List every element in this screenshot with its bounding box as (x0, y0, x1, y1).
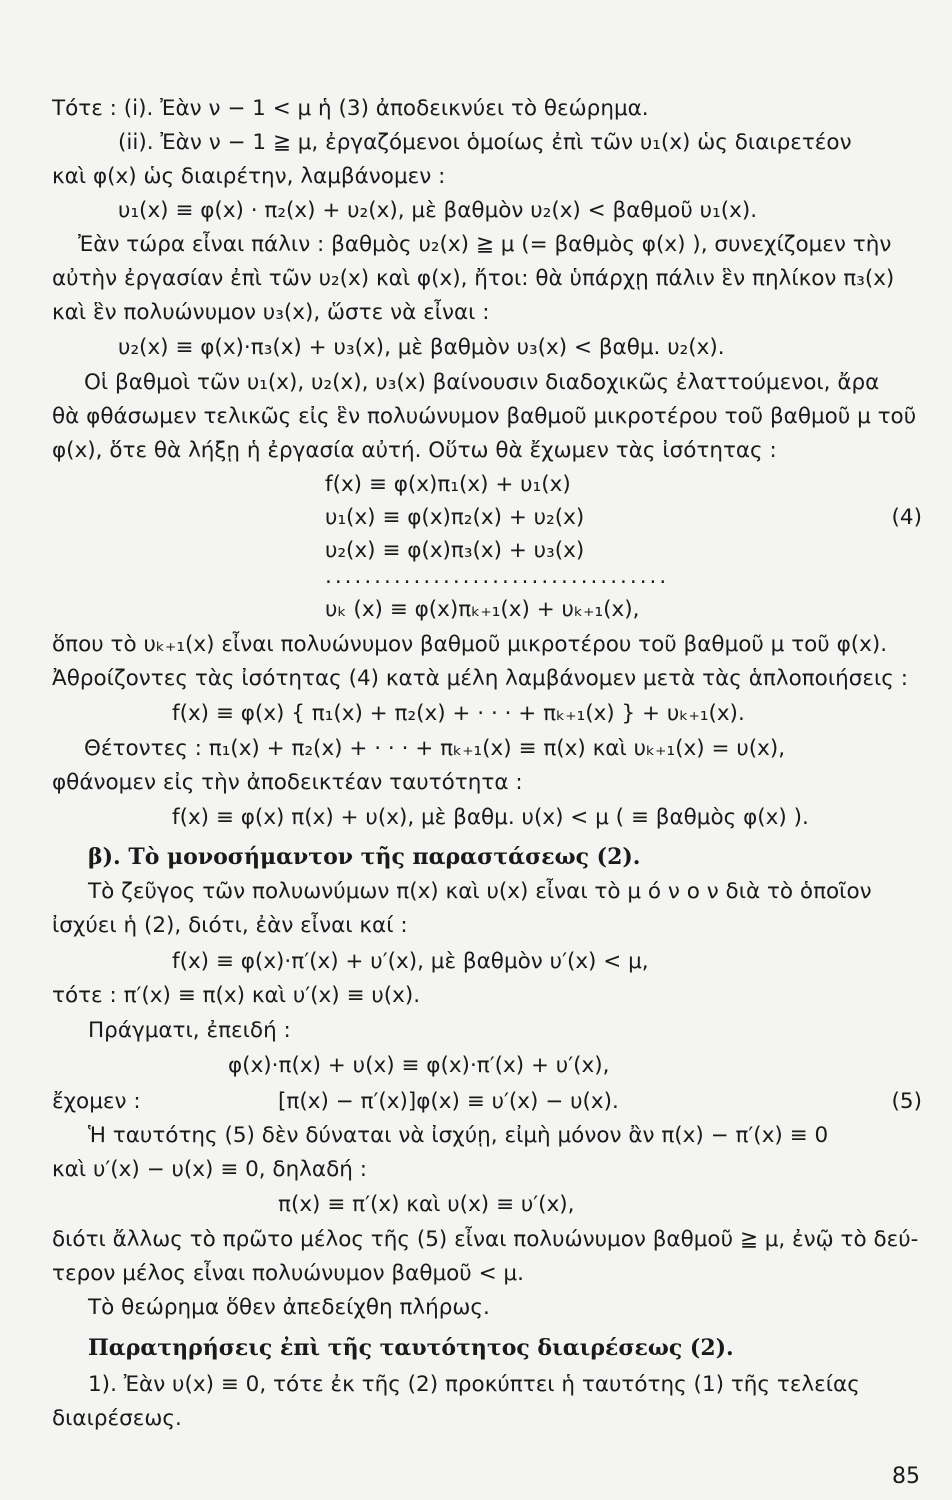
section-heading: β). Τὸ μονοσήμαντον τῆς παραστάσεως (2). (88, 844, 641, 870)
text-line: διότι ἄλλως τὸ πρῶτο μέλος τῆς (5) εἶναι πολυώνυμον βαθμοῦ ≧ μ, ἐνῷ τὸ δεύ- (52, 1227, 919, 1252)
text-line: Οἱ βαθμοὶ τῶν υ₁(x), υ₂(x), υ₃(x) βαίνουσιν διαδοχικῶς ἐλαττούμενοι, ἄρα (84, 370, 880, 395)
equation: υ₁(x) ≡ φ(x)π₂(x) + υ₂(x) (325, 505, 585, 530)
text-line: διαιρέσεως. (52, 1406, 182, 1431)
text-line: καὶ φ(x) ὡς διαιρέτην, λαμβάνομεν : (52, 164, 446, 189)
equation: [π(x) − π′(x)]φ(x) ≡ υ′(x) − υ(x). (278, 1089, 619, 1114)
equation: υ₂(x) ≡ φ(x)π₃(x) + υ₃(x) (325, 538, 585, 563)
text-line: 1). Ἐὰν υ(x) ≡ 0, τότε ἐκ τῆς (2) προκύπτει ἡ ταυτότης (1) τῆς τελείας (88, 1372, 860, 1397)
text-line: Ἀθροίζοντες τὰς ἰσότητας (4) κατὰ μέλη λαμβάνομεν μετὰ τὰς ἁπλοποιήσεις : (52, 666, 908, 691)
equation: φ(x)·π(x) + υ(x) ≡ φ(x)·π′(x) + υ′(x), (228, 1053, 610, 1078)
ellipsis-row: ................................... (325, 564, 670, 589)
text-line: φθάνομεν εἰς τὴν ἀποδεικτέαν ταυτότητα : (52, 770, 523, 795)
text-line: θὰ φθάσωμεν τελικῶς εἰς ἓν πολυώνυμον βαθμοῦ μικροτέρου τοῦ βαθμοῦ μ τοῦ (52, 404, 917, 429)
text-line: Τὸ ζεῦγος τῶν πολυωνύμων π(x) καὶ υ(x) εἶναι τὸ μ ό ν ο ν διὰ τὸ ὁποῖον (88, 879, 872, 904)
text-line: τερον μέλος εἶναι πολυώνυμον βαθμοῦ < μ. (52, 1261, 524, 1286)
equation: f(x) ≡ φ(x)π₁(x) + υ₁(x) (325, 472, 571, 497)
text-line: τότε : π′(x) ≡ π(x) καὶ υ′(x) ≡ υ(x). (52, 983, 421, 1008)
text-line: Ἐὰν τώρα εἶναι πάλιν : βαθμὸς υ₂(x) ≧ μ (= βαθμὸς φ(x) ), συνεχίζομεν τὴν (78, 232, 892, 257)
text-line: Πράγματι, ἐπειδή : (88, 1018, 291, 1043)
text-line: Τὸ θεώρημα ὅθεν ἀπεδείχθη πλήρως. (88, 1295, 490, 1320)
text-line: Ἡ ταυτότης (5) δὲν δύναται νὰ ἰσχύῃ, εἰμὴ μόνον ἂν π(x) − π′(x) ≡ 0 (88, 1123, 829, 1148)
page-number: 85 (892, 1464, 920, 1489)
text-line: Τότε : (i). Ἐὰν ν − 1 < μ ἡ (3) ἀποδεικνύει τὸ θεώρημα. (52, 96, 649, 121)
equation-number: (4) (891, 505, 922, 530)
text-line: ἰσχύει ἡ (2), διότι, ἐὰν εἶναι καί : (52, 913, 408, 938)
text-line: (ii). Ἐὰν ν − 1 ≧ μ, ἐργαζόμενοι ὁμοίως ἐπὶ τῶν υ₁(x) ὡς διαιρετέον (118, 130, 852, 155)
equation: υₖ (x) ≡ φ(x)πₖ₊₁(x) + υₖ₊₁(x), (325, 597, 640, 622)
section-heading: Παρατηρήσεις ἐπὶ τῆς ταυτότητος διαιρέσεως (2). (88, 1335, 734, 1361)
text-line: καὶ υ′(x) − υ(x) ≡ 0, δηλαδή : (52, 1157, 367, 1182)
equation: π(x) ≡ π′(x) καὶ υ(x) ≡ υ′(x), (278, 1192, 575, 1217)
text-line: Θέτοντες : π₁(x) + π₂(x) + · · · + πₖ₊₁(x) ≡ π(x) καὶ υₖ₊₁(x) = υ(x), (84, 736, 786, 761)
text-line: φ(x), ὅτε θὰ λήξῃ ἡ ἐργασία αὐτή. Οὕτω θὰ ἔχωμεν τὰς ἰσότητας : (52, 438, 777, 463)
equation: f(x) ≡ φ(x)·π′(x) + υ′(x), μὲ βαθμὸν υ′(x) < μ, (172, 949, 649, 974)
text-line: καὶ ἓν πολυώνυμον υ₃(x), ὥστε νὰ εἶναι : (52, 300, 490, 325)
equation: υ₂(x) ≡ φ(x)·π₃(x) + υ₃(x), μὲ βαθμὸν υ₃(x) < βαθμ. υ₂(x). (118, 335, 725, 360)
equation-number: (5) (891, 1089, 922, 1114)
text-line: ἔχομεν : (52, 1089, 141, 1114)
equation: f(x) ≡ φ(x) { π₁(x) + π₂(x) + · · · + πₖ₊₁(x) } + υₖ₊₁(x). (172, 701, 745, 726)
equation: f(x) ≡ φ(x) π(x) + υ(x), μὲ βαθμ. υ(x) < μ ( ≡ βαθμὸς φ(x) ). (172, 805, 809, 830)
text-line: ὅπου τὸ υₖ₊₁(x) εἶναι πολυώνυμον βαθμοῦ μικροτέρου τοῦ βαθμοῦ μ τοῦ φ(x). (52, 632, 888, 657)
equation: υ₁(x) ≡ φ(x) · π₂(x) + υ₂(x), μὲ βαθμὸν υ₂(x) < βαθμοῦ υ₁(x). (118, 198, 758, 223)
text-line: αὐτὴν ἐργασίαν ἐπὶ τῶν υ₂(x) καὶ φ(x), ἤτοι: θὰ ὑπάρχῃ πάλιν ἓν πηλίκον π₃(x) (52, 266, 895, 291)
